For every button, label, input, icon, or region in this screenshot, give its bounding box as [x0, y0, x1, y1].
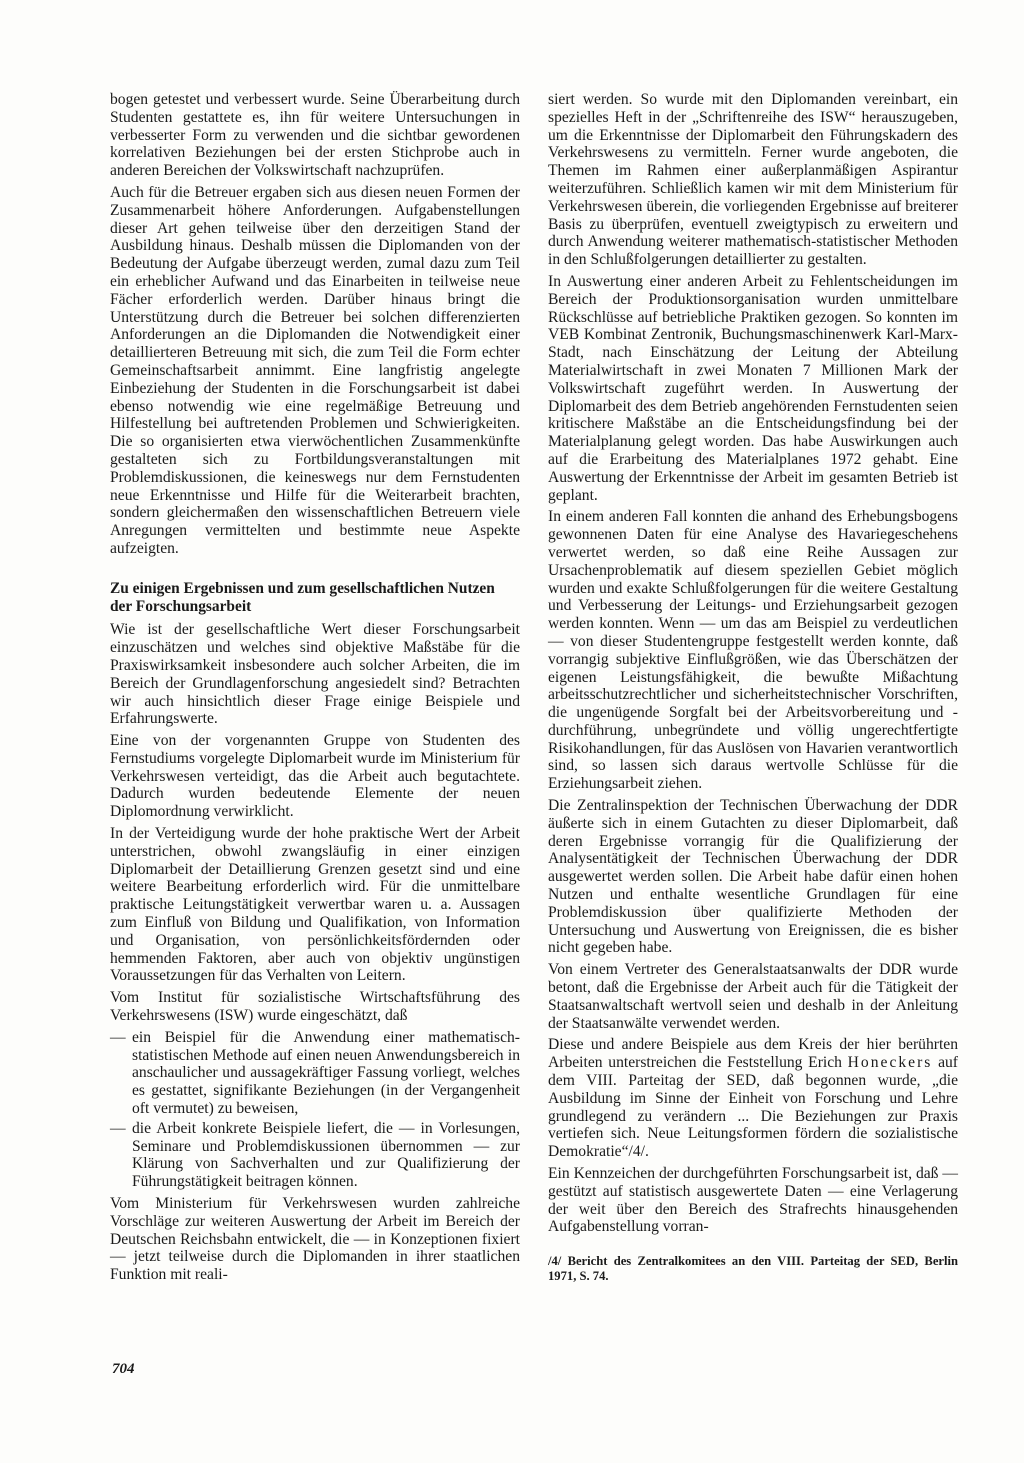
right-column: [548, 91, 958, 1283]
paragraph: [548, 1036, 958, 1161]
section-heading: Zu einigen Ergebnissen und zum gesellschaftlichen Nutzen der Forschungsarbeit: [110, 579, 495, 615]
list-item: — die Arbeit konkrete Beispiele liefert, die — in Vorlesungen, Seminare und Problemdiskussionen übernommen — zur Klärung von Sachverhalten und zur Qualifizierung der Führungstätigkeit beitragen können.: [110, 1120, 520, 1191]
left-column: [110, 91, 520, 1288]
paragraph: bogen getestet und verbessert wurde. Seine Überarbeitung durch Studenten gestattete es, ihn für weitere Untersuchungen in verbesserter Form zu verwenden und die sichtbar gewordenen korrelativen Beziehungen bei der ersten Stichprobe auch in anderen Bereichen der Volkswirtschaft nachzuprüfen.: [110, 91, 520, 180]
paragraph: siert werden. So wurde mit den Diplomanden vereinbart, ein spezielles Heft in der „Schriftenreihe des ISW“ herauszugeben, um die Erkenntnisse der Diplomarbeit den Führungskadern des Verkehrswesens zu vermitteln. Ferner wurde angeboten, die Themen im Rahmen einer außerplanmäßigen Aspirantur weiterzuführen. Schließlich kamen wir mit dem Ministerium für Verkehrswesen überein, die vorliegenden Ergebnisse auf breiterer Basis zu überprüfen, eventuell zweigtypisch zu erweitern und durch Anwendung weiterer mathematisch-statistischer Methoden in den Schlußfolgerungen detaillierter zu gestalten.: [548, 91, 958, 269]
paragraph: Wie ist der gesellschaftliche Wert dieser Forschungsarbeit einzuschätzen und welches sind objektive Maßstäbe für die Praxiswirksamkeit insbesondere auch solcher Arbeiten, die im Bereich der Grundlagenforschung angesiedelt sind? Betrachten wir auch hinsichtlich dieser Frage einige Beispiele und Erfahrungswerte.: [110, 621, 520, 728]
paragraph: Die Zentralinspektion der Technischen Überwachung der DDR äußerte sich in einem Gutachten zu dieser Diplomarbeit, daß deren Ergebnisse vorrangig für die Qualifizierung der Analysentätigkeit der Technischen Überwachung der DDR ausgewertet werden sollen. Die Arbeit habe dafür einen hohen Nutzen und enthalte wesentliche Grundlagen für eine Problemdiskussion über qualifizierte Methoden der Untersuchung und Auswertung von Ereignissen, die es bisher nicht gegeben habe.: [548, 797, 958, 957]
paragraph: Eine von der vorgenannten Gruppe von Studenten des Fernstudiums vorgelegte Diplomarbeit wurde im Ministerium für Verkehrswesen verteidigt, das die Arbeit auch begutachtete. Dadurch wurden bedeutende Elemente der neuen Diplomordnung verwirklicht.: [110, 732, 520, 821]
paragraph: In einem anderen Fall konnten die anhand des Erhebungsbogens gewonnenen Daten für eine Analyse des Havariegeschehens verwertet werden, so daß eine Reihe Aussagen zur Ursachenproblematik auf diesem speziellen Gebiet möglich wurden und exakte Schlußfolgerungen für die weitere Gestaltung und Verbesserung der Leitungs- und Erziehungsarbeit gezogen werden konnten. Wenn — um das am Beispiel zu verdeutlichen — von dieser Studentengruppe festgestellt werden konnte, daß vorrangig subjektive Einflußgrößen, wie das Überschätzen der eigenen Leistungsfähigkeit, die bewußte Mißachtung arbeitsschutzrechtlicher und sicherheitstechnischer Vorschriften, die ungenügende Sorgfalt bei der Arbeitsvorbereitung und -durchführung, unbegründete und völlig ungerechtfertigte Risikohandlungen, für das Auslösen von Havarien verantwortlich sind, so lassen sich daraus wertvolle Schlüsse für die Erziehungsarbeit ziehen.: [548, 508, 958, 793]
page-number: 704: [112, 1361, 135, 1377]
person-name: Honeckers: [847, 1054, 933, 1072]
paragraph: Ein Kennzeichen der durchgeführten Forschungsarbeit ist, daß — gestützt auf statistisch ausgewertete Daten — eine Verlagerung der weit über den Bereich des Strafrechts hinausgehenden Aufgabenstellung vorran-: [548, 1165, 958, 1236]
paragraph: Vom Ministerium für Verkehrswesen wurden zahlreiche Vorschläge zur weiteren Auswertung der Arbeit im Bereich der Deutschen Reichsbahn entwickelt, die — in Konzeptionen fixiert — jetzt teilweise durch die Diplomanden in ihrer staatlichen Funktion mit reali-: [110, 1195, 520, 1284]
paragraph: In Auswertung einer anderen Arbeit zu Fehlentscheidungen im Bereich der Produktionsorganisation wurden unmittelbare Rückschlüsse auf betriebliche Praktiken gezogen. So konnten im VEB Kombinat Zentronik, Buchungsmaschinenwerk Karl-Marx-Stadt, nach Einschätzung der Leitung der Abteilung Materialwirtschaft in zwei Monaten 7 Millionen Mark der Volkswirtschaft zugeführt werden. In Auswertung der Diplomarbeit des dem Betrieb angehörenden Fernstudenten seien kritischere Maßstäbe an die Entscheidungsfindung bei der Materialplanung gelegt worden. Das habe Auswirkungen auch auf die Erarbeitung des Materialplanes 1972 gehabt. Eine Auswertung der Erkenntnisse der Arbeit im gesamten Betrieb ist geplant.: [548, 272, 958, 504]
text-run: Diese und andere Beispiele aus dem Kreis der hier berührten Arbeiten unterstreichen die Feststellung Erich: [548, 1036, 958, 1072]
paragraph: In der Verteidigung wurde der hohe praktische Wert der Arbeit unterstrichen, obwohl zwangsläufig in einer einzigen Diplomarbeit der Detaillierung Grenzen gesetzt sind und eine weitere Bearbeitung erforderlich wird. Für die unmittelbare praktische Leitungstätigkeit verwertbar waren u. a. Aussagen zum Einfluß von Bildung und Qualifikation, von Information und Organisation, von persönlichkeitsfördernden oder hemmenden Faktoren, aber auch von objektiv ungünstigen Voraussetzungen für das Verhalten von Leitern.: [110, 825, 520, 985]
paragraph: Vom Institut für sozialistische Wirtschaftsführung des Verkehrswesens (ISW) wurde eingeschätzt, daß: [110, 989, 520, 1025]
paragraph: Auch für die Betreuer ergaben sich aus diesen neuen Formen der Zusammenarbeit höhere Anforderungen. Aufgabenstellungen dieser Art gehen teilweise über den derzeitigen Stand der Ausbildung hinaus. Deshalb müssen die Diplomanden von der Bedeutung der Aufgabe überzeugt werden, zumal dazu zum Teil ein erheblicher Aufwand und das Einarbeiten in teilweise neue Fächer erforderlich werden. Darüber hinaus bringt die Unterstützung durch die Betreuer bei solchen differenzierten Anforderungen an die Diplomanden die Notwendigkeit einer detaillierteren Betreuung mit sich, die zum Teil die Form echter Gemeinschaftsarbeit annimmt. Eine langfristig angelegte Einbeziehung der Studenten in die Forschungsarbeit ist dabei ebenso notwendig wie eine regelmäßige Betreuung und Hilfestellung bei auftretenden Problemen und Schwierigkeiten. Die so organisierten etwa vierwöchentlichen Zusammenkünfte gestalteten sich zu Fortbildungsveranstaltungen mit Problemdiskussionen, die keineswegs nur dem Fernstudenten neue Erkenntnisse und Hilfe für die Weiterarbeit brachten, sondern gleichermaßen den wissenschaftlichen Betreuern viele Anregungen vermittelten und bestimmte neue Aspekte aufzeigten.: [110, 183, 520, 557]
footnote: /4/ Bericht des Zentralkomitees an den VIII. Parteitag der SED, Berlin 1971, S. 74.: [548, 1254, 958, 1283]
text-run: auf dem VIII. Parteitag der SED, daß begonnen wurde, „die Ausbildung im Sinne der Einheit von Forschung und Lehre grundlegend zu verändern ... Die Beziehungen zur Praxis vertiefen sich. Neue Leitungsformen fördern die sozialistische Demokratie“/4/.: [548, 1054, 958, 1161]
list-item: — ein Beispiel für die Anwendung einer mathematisch-statistischen Methode auf einen neuen Anwendungsbereich in anschaulicher und aussagekräftiger Fassung vorliegt, welches es gestattet, signifikante Beziehungen (in der Vergangenheit oft vermutet) zu beweisen,: [110, 1029, 520, 1118]
dash-list: [110, 1029, 520, 1191]
paragraph: Von einem Vertreter des Generalstaatsanwalts der DDR wurde betont, daß die Ergebnisse der Arbeit auch für die Tätigkeit der Staatsanwaltschaft wertvoll seien und deshalb in der Anleitung der Staatsanwälte verwendet werden.: [548, 961, 958, 1032]
